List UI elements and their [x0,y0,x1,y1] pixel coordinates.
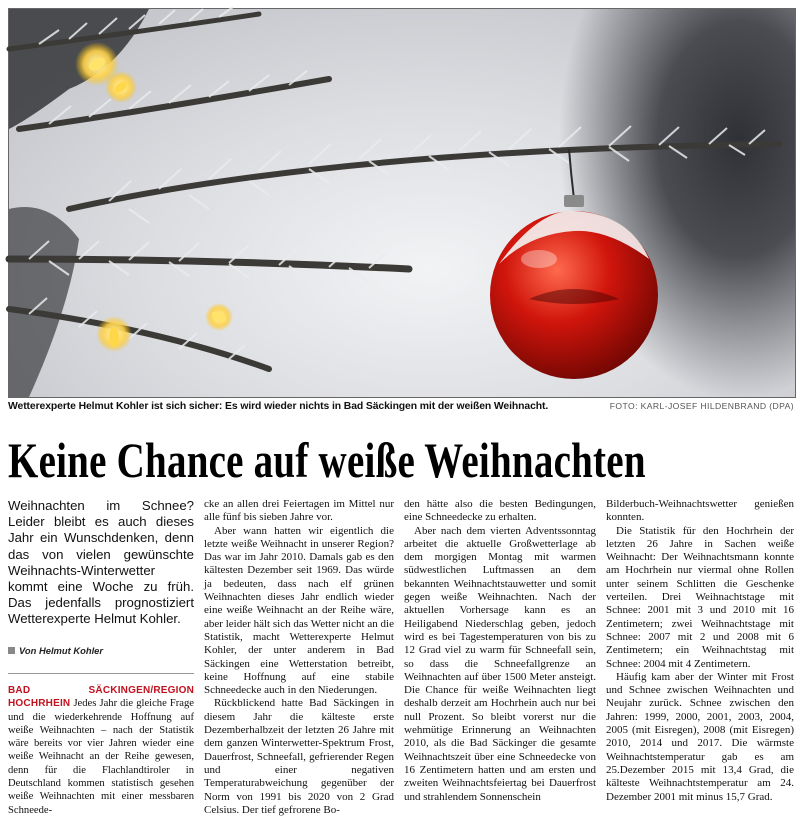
column-3-paragraph: den hätte also die besten Bedingungen, eine Schneedecke zu erhalten. [404,498,596,524]
dateline: BAD SÄCKINGEN/REGION HOCHRHEIN [8,684,194,710]
byline [8,644,194,657]
article-column-1 [8,498,194,817]
column-2-paragraph: Aber wann hatten wir eigentlich die letzte weiße Weihnacht in unserer Region? Das war im Jahr 2010. Damals gab es den kältesten Dezember seit 1969. Das würde ja bedeuten, dass nach elf grünen Weihnachten dieses Jahr endlich wieder eine weiße Weihnacht an der Reihe wäre, aber leider hält sich das Wetter nicht an die Statistik, macht Wetterexperte Helmut Kohler, der unter anderem in Bad Säckingen eine Wetterstation betreibt, keine Hoffnung auf eine stabile Schneedecke auch in den Niederungen. [204,524,394,697]
byline-square-icon [8,647,15,654]
article-column-3 [404,498,596,804]
dateline-block [8,673,194,817]
column-2-paragraph: cke an allen drei Feiertagen im Mittel nur alle fünf bis sieben Jahre vor. [204,498,394,524]
column-4-paragraph: Bilderbuch-Weihnachtswetter genießen konnten. [606,498,794,524]
photo-caption-row [8,398,794,414]
christmas-ornament-photo [8,8,796,398]
column-4-paragraph: Häufig kam aber der Winter mit Frost und Schnee zwischen Weihnachten und Neujahr zurück. Schnee zwischen den Jahren: 1999, 2000, 2001, 2003, 2004, 2005 (mit Eisregen), 2008 (mit Eisregen) 2010, 2014 und 2017. Die wärmste Weihnachtstemperatur gab es am 25.Dezember 2015 mit 13,4 Grad, die kälteste Weihnachtstemperatur am 24. Dezember 2001 mit minus 15,7 Grad. [606,670,794,803]
article-column-4 [606,498,794,804]
article-headline: Keine Chance auf weiße Weihnachten [8,432,646,488]
article-lead: Weihnachten im Schnee? Leider bleibt es auch dieses Jahr ein Wunschdenken, denn das von vielen gewünschte Weihnachts-Winterwetter kommt eine Woche zu früh. Das jedenfalls prognostiziert Wetterexperte Helmut Kohler. [8,498,194,627]
photo-caption: Wetterexperte Helmut Kohler ist sich sicher: Es wird wieder nichts in Bad Säckingen mit der weißen Weihnacht. [8,400,549,412]
article-column-2 [204,498,394,817]
column-2-paragraph: Rückblickend hatte Bad Säckingen in diesem Jahr die kälteste erste Dezemberhalbzeit der letzten 26 Jahre mit dem ganzen Winterwetter-Spektrum Frost, Dauerfrost, Schneefall, gefrierender Regen und einer negativen Temperaturabweichung gegenüber der Norm von 1991 bis 2020 von 2 Grad Celsius. Der tief gefrorene Bo- [204,697,394,816]
column-3-paragraph: Aber nach dem vierten Adventssonntag arbeitet die aktuelle Großwetterlage ab dem morgigen Montag mit warmen südwestlichen Luftmassen an dem bekannten Weihnachtstauwetter und somit gegen weiße Weihnachten. Nach der aktuellen Vorhersage kann es an Heiligabend Niederschlag geben, jedoch wird es bei Tagestemperaturen von bis zu 12 Grad viel zu warm für Schneefall sein, so dass die Schneefallgrenze an Weihnachten auf über 1500 Meter ansteigt. Die Chance für weiße Weihnachten liegt deshalb derzeit am Hochrhein auch nur bei null Prozent. So bleibt vorerst nur die wehmütige Erinnerung an Weihnachten 2010, als die Bad Säckinger die gesamte Weihnachtszeit über eine Schneedecke von 16 Zentimetern hatten und am ersten und zweiten Weihnachtsfeiertag bei Dauerfrost und strahlendem Sonnenschein [404,524,596,803]
column-1-text: Jedes Jahr die gleiche Frage und die wiederkehrende Hoffnung auf weiße Weihnachten – nach der Statistik wäre bereits vor vier Jahren wieder eine weiße Weihnacht an der Reihe gewesen, denn für die Flachlandtiroler in Deutschland kommen statistisch gesehen weiße Weihnachten mit einer messbaren Schneede- [8,698,194,816]
byline-author: Von Helmut Kohler [19,644,104,656]
column-1-body [8,684,194,817]
photo-credit: FOTO: KARL-JOSEF HILDENBRAND (DPA) [609,401,794,411]
column-4-paragraph: Die Statistik für den Hochrhein der letzten 26 Jahre in Sachen weiße Weihnacht: Der Weihnachtsmann konnte am Hochrhein nur viermal ohne Rollen unter seinem Schlitten die Geschenke verteilen. Drei Weihnachtstage mit Schnee: 2001 mit 3 und 2010 mit 16 Zentimetern; zwei Weihnachtstage mit Schnee: 2007 mit 2 und 2008 mit 6 Zentimetern; ein Weihnachtstag mit Schnee: 2004 mit 4 Zentimetern. [606,524,794,670]
fir-branch-illustration [9,9,795,397]
